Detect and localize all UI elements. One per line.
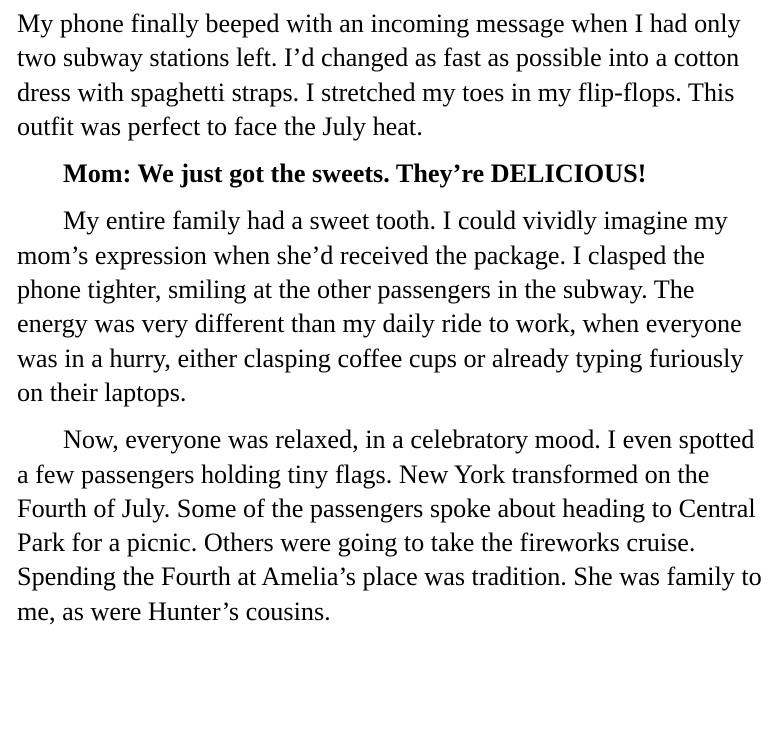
paragraph-celebration: Now, everyone was relaxed, in a celebratory mood. I even spotted a few passengers holding tiny flags. New York transformed on the Fourth of July. Some of the passengers spoke about heading to Central Park for a picnic. Others were going to take the fireworks cruise. Spending the Fourth at Amelia’s place was tradition. She was family to me, as were Hunter’s cousins. [17, 425, 762, 626]
paragraph-sweet-tooth: My entire family had a sweet tooth. I could vividly imagine my mom’s expression when she’d received the package. I clasped the phone tighter, smiling at the other passengers in the subway. The energy was very different than my daily ride to work, when everyone was in a hurry, either clasping coffee cups or already typing furiously on their laptops. [17, 206, 744, 407]
text-message-line: Mom: We just got the sweets. They’re DELICIOUS! [63, 159, 647, 189]
paragraph-opening: My phone finally beeped with an incoming message when I had only two subway stations left. I’d changed as fast as possible into a cotton dress with spaghetti straps. I stretched my toes in my flip-flops. This outfit was perfect to face the July heat. [17, 9, 741, 141]
